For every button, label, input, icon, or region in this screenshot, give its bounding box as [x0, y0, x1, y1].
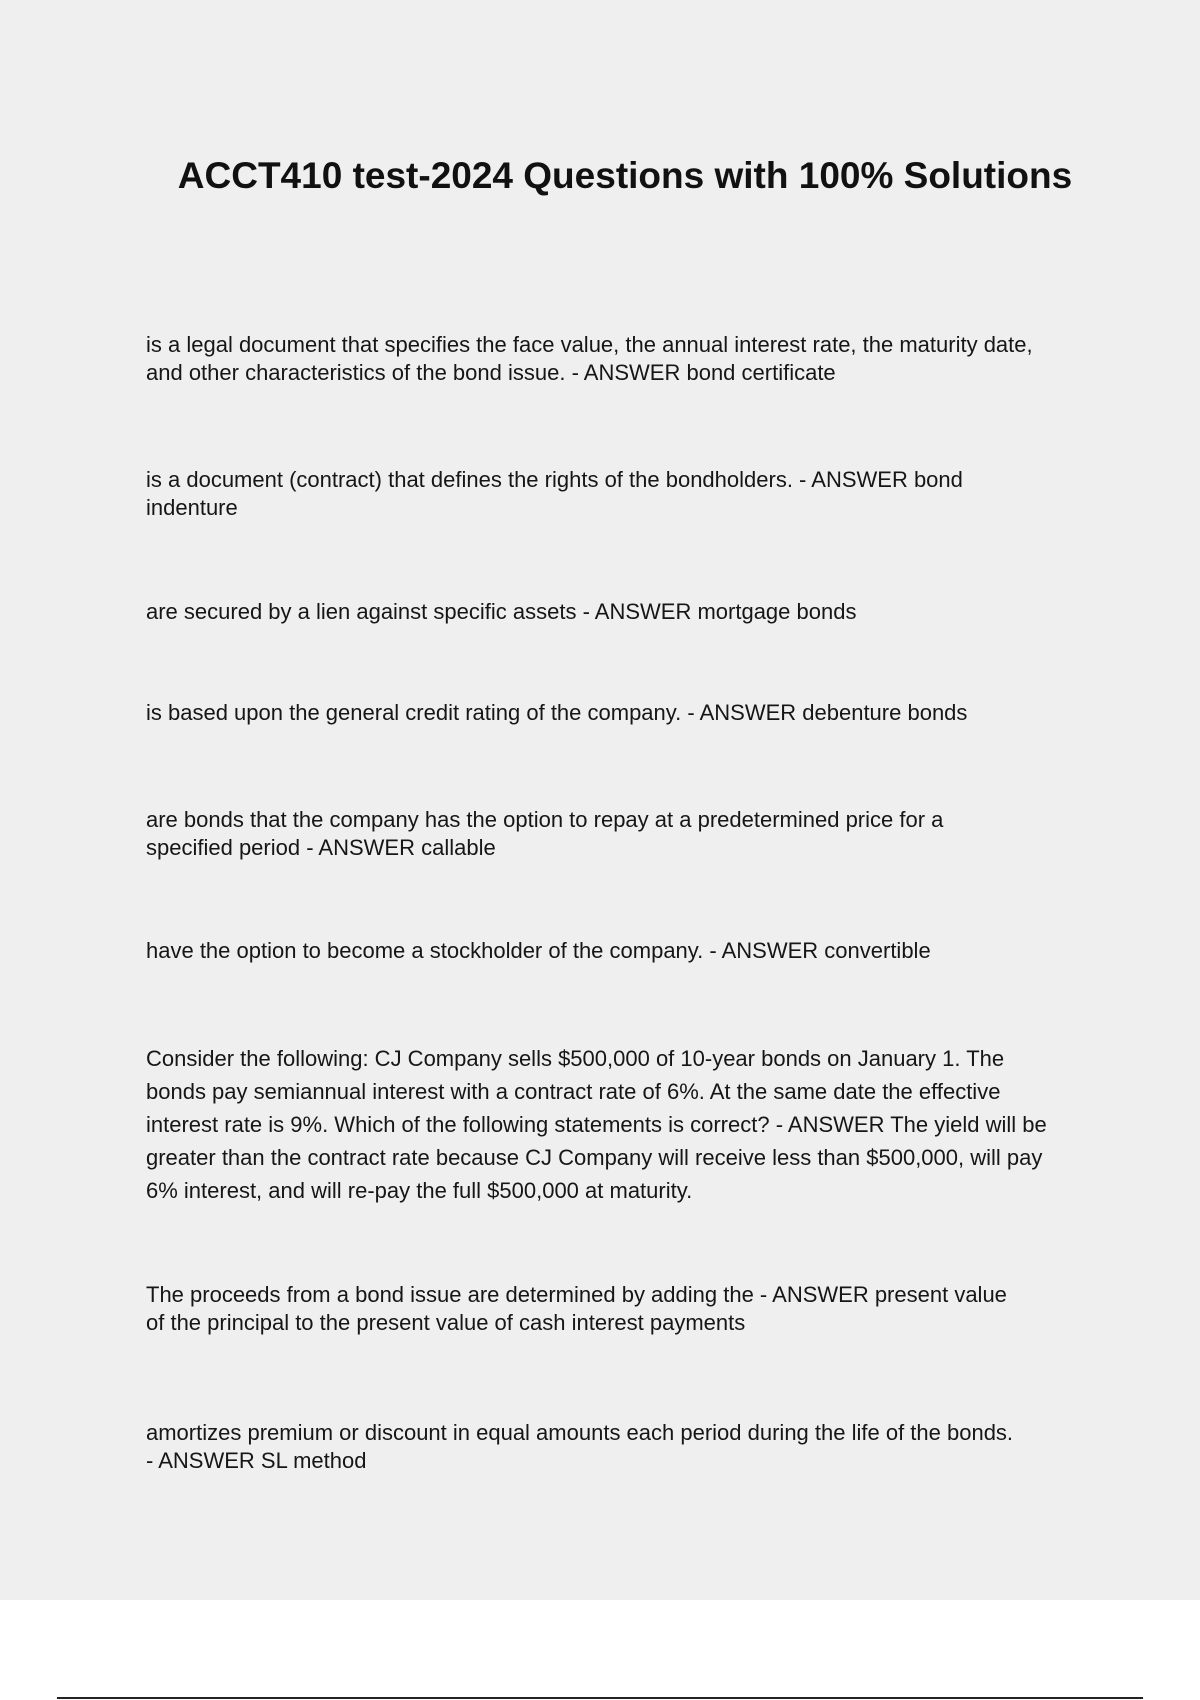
- qa-item-1: is a legal document that specifies the face value, the annual interest rate, the maturity date, and other characteristics of the bond issue. - ANSWER bond certificate: [146, 332, 1033, 385]
- document-title: ACCT410 test-2024 Questions with 100% Solutions: [177, 155, 1073, 196]
- qa-item-5: are bonds that the company has the option to repay at a predetermined price for a specified period - ANSWER callable: [146, 807, 944, 860]
- qa-item-9: amortizes premium or discount in equal amounts each period during the life of the bonds. - ANSWER SL method: [146, 1420, 1014, 1473]
- qa-item-4: is based upon the general credit rating of the company. - ANSWER debenture bonds: [146, 700, 968, 725]
- qa-item-8: The proceeds from a bond issue are determined by adding the - ANSWER present value of the principal to the present value of cash interest payments: [146, 1282, 1007, 1335]
- qa-item-3: are secured by a lien against specific assets - ANSWER mortgage bonds: [146, 599, 857, 624]
- qa-item-7: Consider the following: CJ Company sells $500,000 of 10-year bonds on January 1. The bonds pay semiannual interest with a contract rate of 6%. At the same date the effective interest rate is 9%. Which of the following statements is correct? - ANSWER The yield will be greater than the contract rate because CJ Company will receive less than $500,000, will pay 6% interest, and will re-pay the full $500,000 at maturity.: [146, 1046, 1047, 1203]
- qa-item-6: have the option to become a stockholder of the company. - ANSWER convertible: [146, 938, 931, 963]
- footer-rule: [57, 1697, 1143, 1699]
- qa-item-2: is a document (contract) that defines the rights of the bondholders. - ANSWER bond indenture: [146, 467, 963, 520]
